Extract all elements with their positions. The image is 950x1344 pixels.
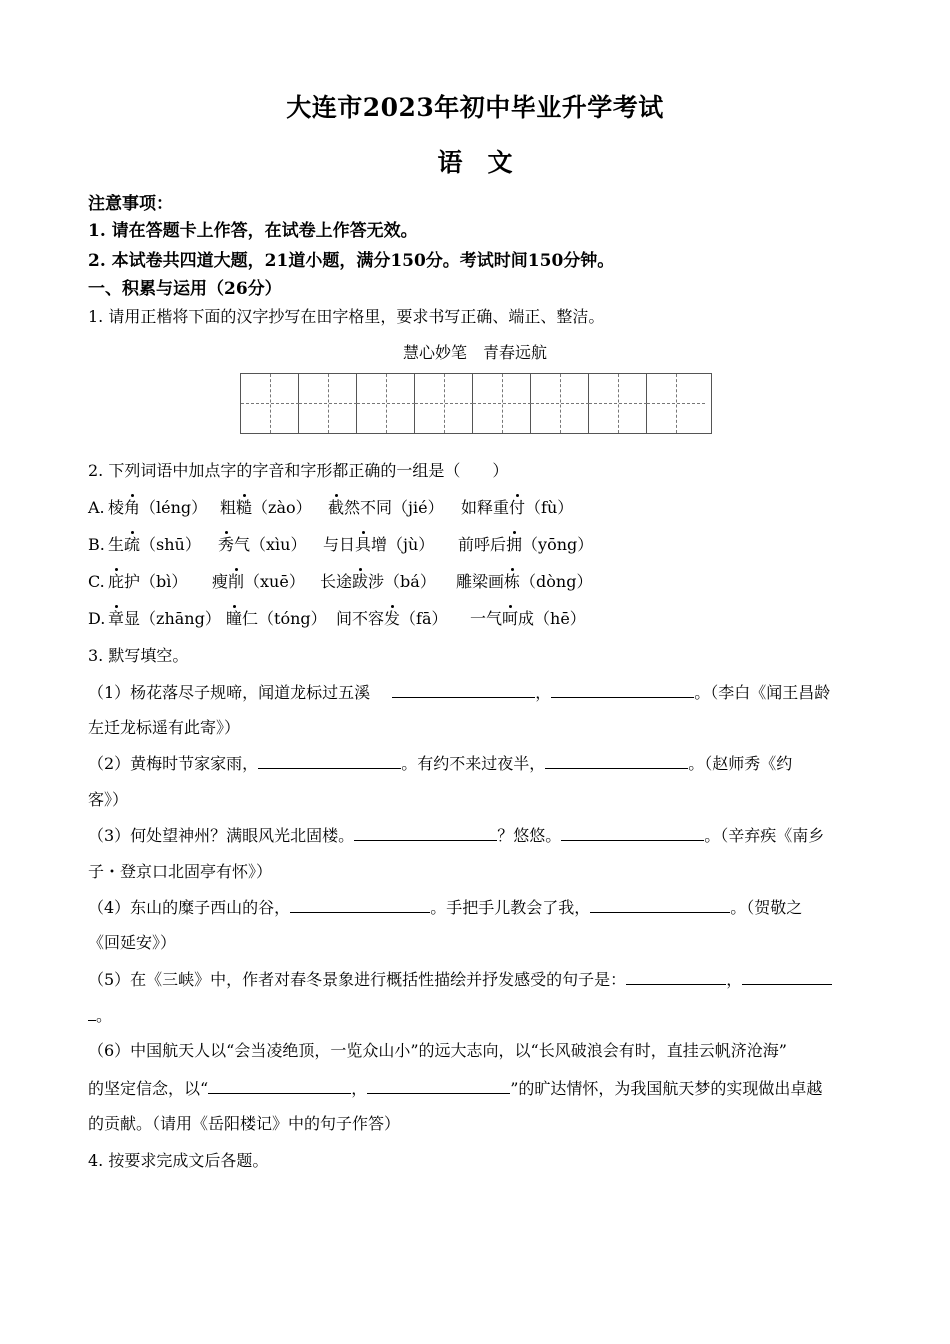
answer-blank[interactable] — [545, 752, 688, 769]
option-label: C. — [88, 572, 105, 591]
option-item: 与日具增（jù） — [323, 535, 435, 554]
grid-cell[interactable] — [473, 374, 531, 433]
option-item: 如释重付（fù） — [461, 498, 574, 517]
answer-blank[interactable] — [290, 896, 430, 913]
option-item: 粗糙（zào） — [220, 498, 312, 517]
q3-stem: 3. 默写填空。 — [88, 646, 189, 665]
section-1-heading: 一、积累与运用（26分） — [88, 279, 282, 299]
q2-option-c — [88, 571, 593, 593]
q3-part-3-cont: 子・登京口北固亭有怀》） — [88, 862, 273, 881]
option-item: 瘦削（xuē） — [212, 572, 305, 591]
answer-blank[interactable] — [88, 1004, 96, 1021]
q2-option-d — [88, 608, 586, 630]
answer-blank[interactable] — [561, 824, 704, 841]
notice-heading: 注意事项： — [88, 194, 173, 214]
answer-blank[interactable] — [354, 824, 497, 841]
q2-option-b — [88, 534, 594, 556]
grid-cell[interactable] — [415, 374, 473, 433]
q1-stem: 1. 请用正楷将下面的汉字抄写在田字格里，要求书写正确、端正、整洁。 — [88, 307, 605, 326]
answer-blank[interactable] — [258, 752, 401, 769]
option-label: B. — [88, 535, 105, 554]
option-item: 生疏（shū） — [108, 535, 201, 554]
q3-part-4: （4）东山的糜子西山的谷， 。手把手儿教会了我， 。（贺敬之 — [88, 898, 803, 917]
grid-cell[interactable] — [589, 374, 647, 433]
q3-part-3: （3）何处望神州？满眼风光北固楼。 ？悠悠。 。（辛弃疾《南乡 — [88, 826, 825, 845]
q2-option-a — [88, 497, 574, 519]
q2-stem: 2. 下列词语中加点字的字音和字形都正确的一组是（ ） — [88, 461, 509, 480]
option-label: D. — [88, 609, 106, 628]
subject-title: 语 文 — [437, 148, 513, 177]
answer-blank[interactable] — [208, 1077, 351, 1094]
q3-part-1-cont: 左迁龙标遥有此寄》） — [88, 718, 241, 737]
option-item: 一气呵成（hē） — [470, 609, 586, 628]
q3-part-4-cont: 《回延安》） — [88, 933, 177, 952]
option-item: 雕梁画栋（dòng） — [456, 572, 593, 591]
option-item: 棱角（léng） — [108, 498, 208, 517]
answer-blank[interactable] — [551, 681, 694, 698]
answer-blank[interactable] — [626, 968, 726, 985]
option-item: 章显（zhāng） — [108, 609, 221, 628]
grid-cell[interactable] — [357, 374, 415, 433]
q3-part-1: （1）杨花落尽子规啼，闻道龙标过五溪 ， 。（李白《闻王昌龄 — [88, 683, 831, 702]
q3-part-2-cont: 客》） — [88, 790, 129, 809]
grid-cell[interactable] — [241, 374, 299, 433]
answer-blank[interactable] — [742, 968, 832, 985]
option-item: 长途跋涉（bá） — [320, 572, 436, 591]
grid-cell[interactable] — [647, 374, 705, 433]
grid-cell[interactable] — [299, 374, 357, 433]
option-item: 秀气（xìu） — [218, 535, 307, 554]
answer-blank[interactable] — [590, 896, 730, 913]
option-item: 截然不同（jié） — [328, 498, 444, 517]
q3-part-5: （5）在《三峡》中，作者对春冬景象进行概括性描绘并抒发感受的句子是： ， — [88, 968, 832, 991]
notice-item-1: 1. 请在答题卡上作答，在试卷上作答无效。 — [88, 221, 418, 241]
answer-blank[interactable] — [392, 681, 535, 698]
grid-cell[interactable] — [531, 374, 589, 433]
tianzige-grid[interactable] — [240, 373, 712, 434]
q3-part-5-cont: 。 — [88, 1004, 112, 1027]
q3-part-2: （2）黄梅时节家家雨， 。有约不来过夜半， 。（赵师秀《约 — [88, 754, 793, 773]
q4-stem: 4. 按要求完成文后各题。 — [88, 1151, 269, 1170]
option-label: A. — [88, 498, 105, 517]
option-item: 间不容发（fā） — [336, 609, 448, 628]
option-item: 前呼后拥（yōng） — [458, 535, 594, 554]
q3-part-6: （6）中国航天人以“会当凌绝顶，一览众山小”的远大志向，以“长风破浪会有时，直挂云帆济沧海” — [88, 1041, 787, 1060]
q1-phrase: 慧心妙笔 青春远航 — [402, 343, 547, 362]
option-item: 庇护（bì） — [108, 572, 188, 591]
answer-blank[interactable] — [367, 1077, 510, 1094]
notice-item-2: 2. 本试卷共四道大题，21道小题，满分150分。考试时间150分钟。 — [88, 251, 615, 271]
q3-part-6-line2: 的坚定信念，以“ ， ”的旷达情怀，为我国航天梦的实现做出卓越 — [88, 1079, 823, 1098]
option-item: 瞳仁（tóng） — [226, 609, 327, 628]
q3-part-6-line3: 的贡献。（请用《岳阳楼记》中的句子作答） — [88, 1114, 401, 1133]
exam-title: 大连市2023年初中毕业升学考试 — [286, 93, 664, 122]
